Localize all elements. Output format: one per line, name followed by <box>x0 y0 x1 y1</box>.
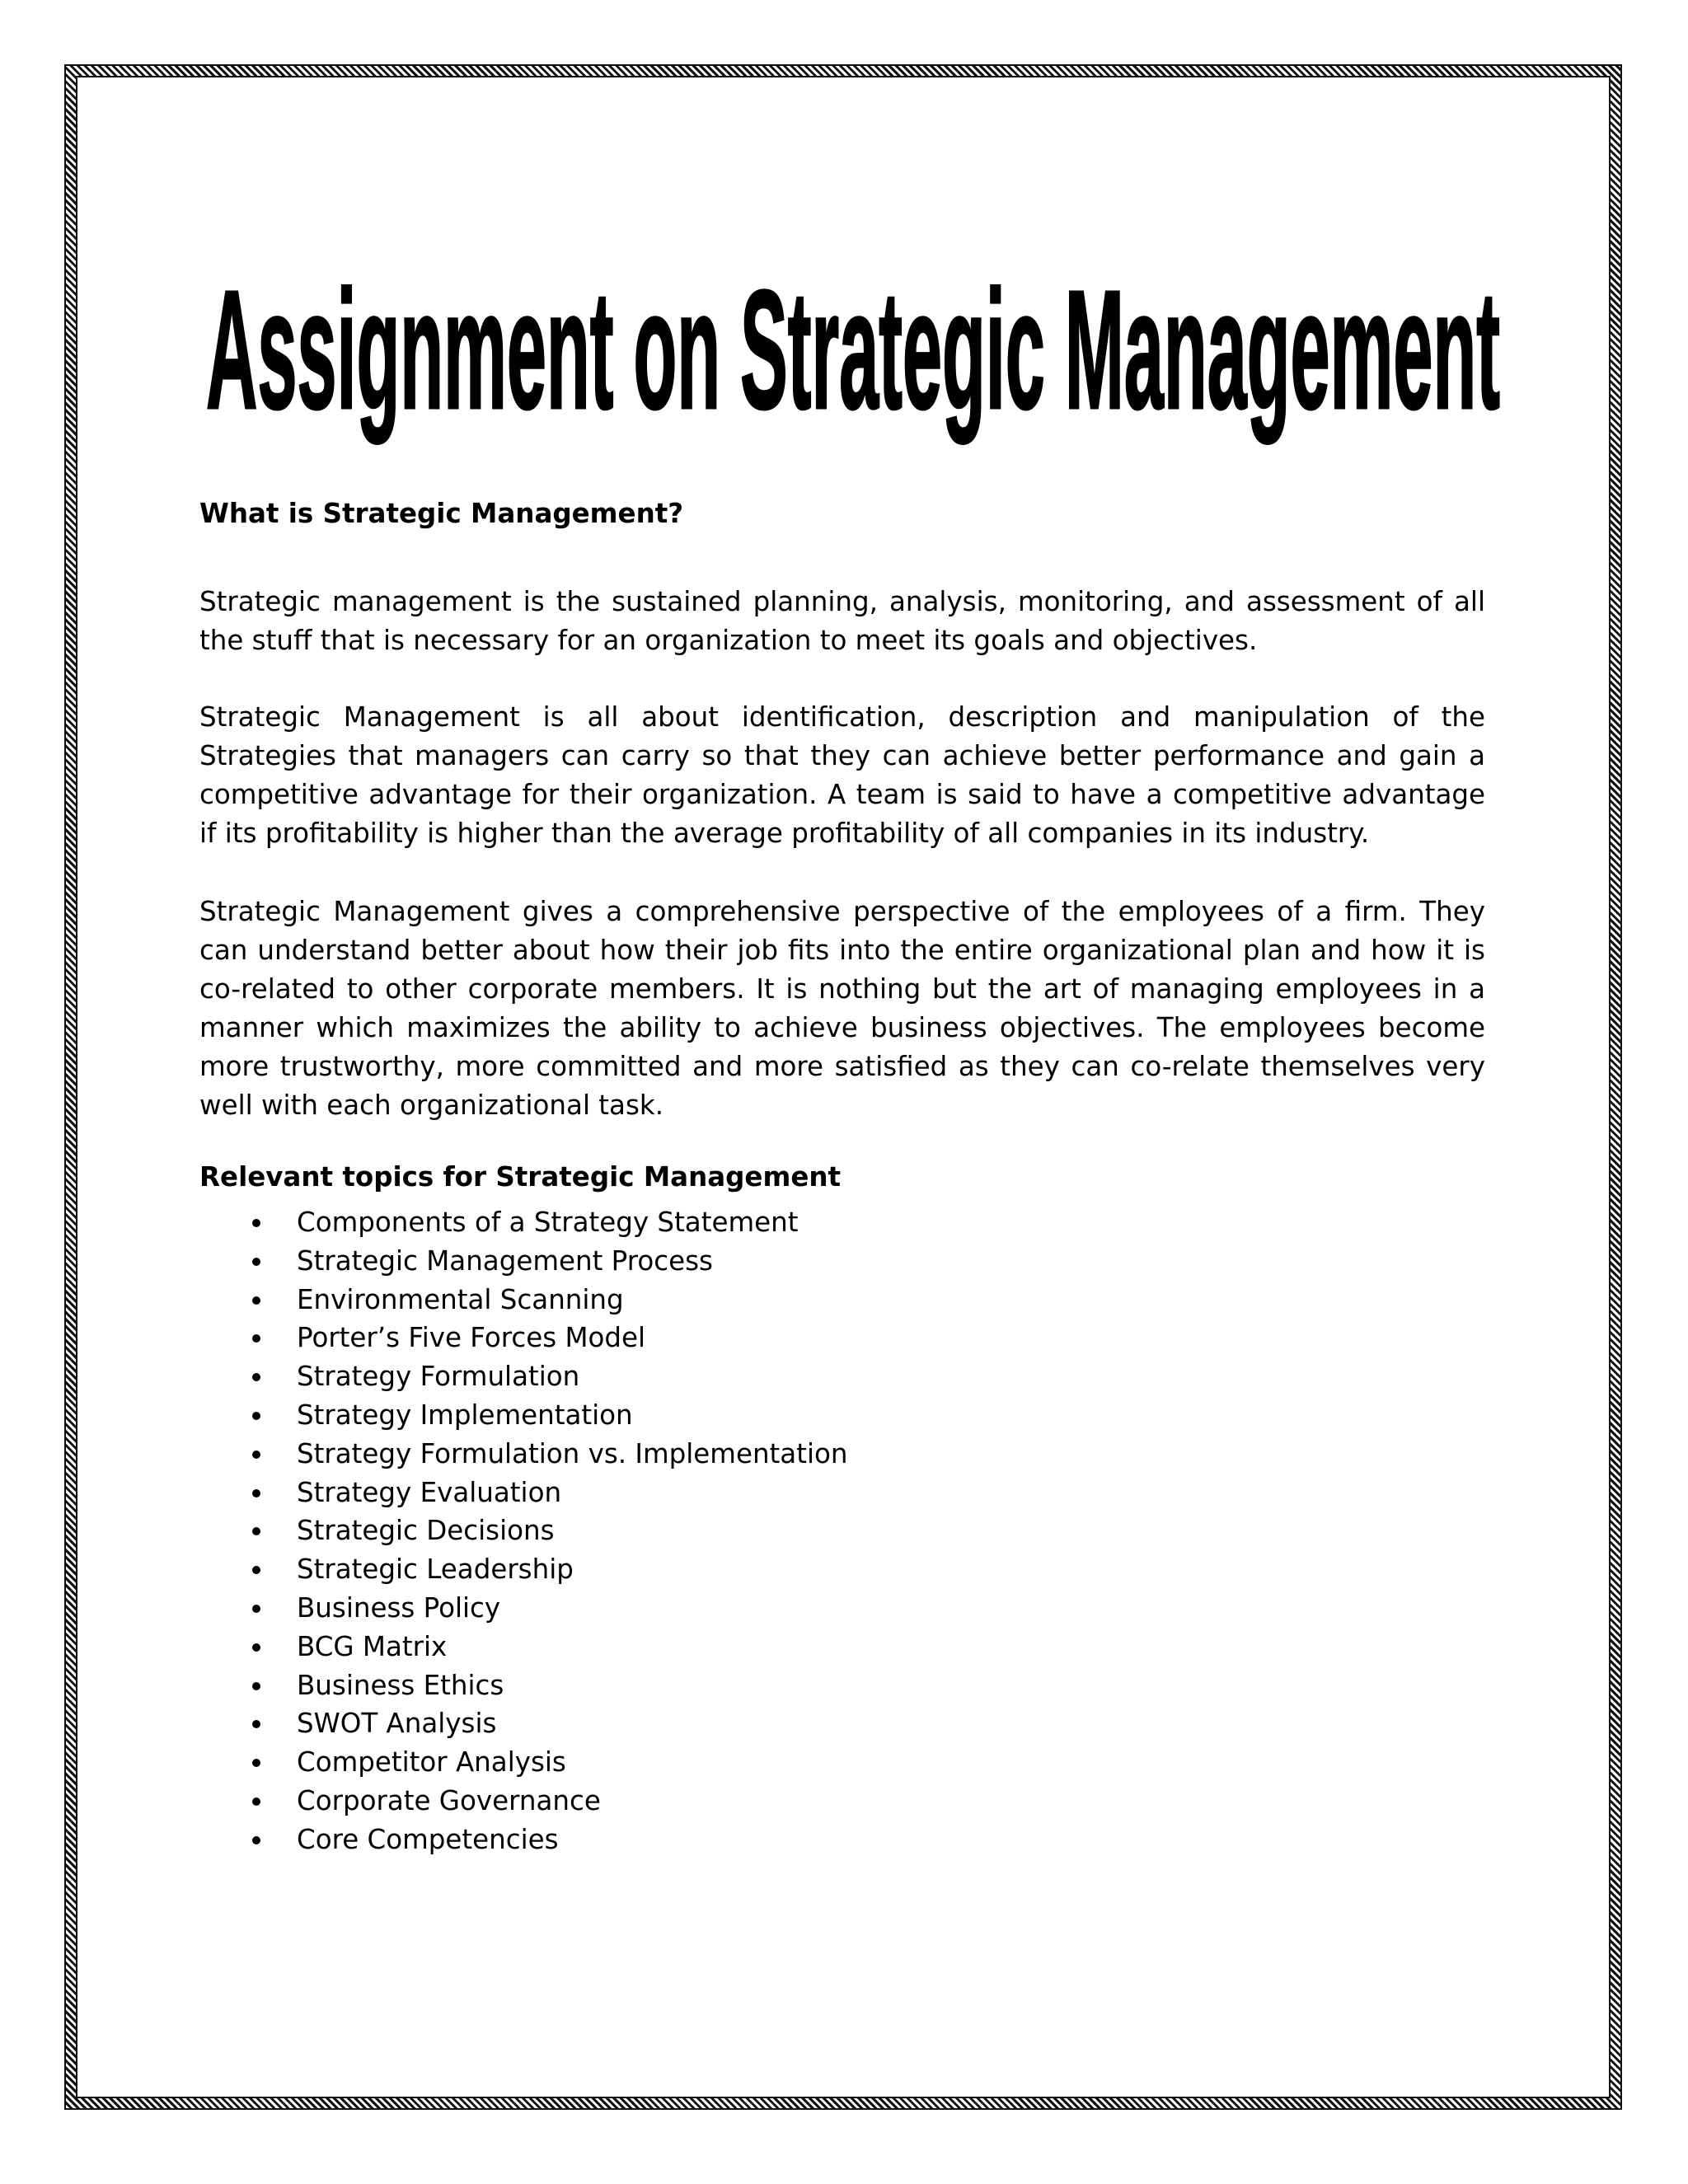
bullet-icon <box>252 1412 260 1420</box>
topic-label: Strategic Leadership <box>297 1554 574 1586</box>
topic-list-item <box>199 1704 1485 1743</box>
topic-list-item <box>199 1242 1485 1281</box>
bullet-icon <box>252 1682 260 1690</box>
document-body <box>199 494 1485 1859</box>
document-title <box>198 239 1508 445</box>
topic-label: Strategy Formulation <box>297 1361 580 1393</box>
bullet-icon <box>252 1489 260 1497</box>
topic-label: Strategy Implementation <box>297 1399 633 1431</box>
topic-list <box>199 1203 1485 1859</box>
section-heading-topics: Relevant topics for Strategic Management <box>199 1161 842 1193</box>
topic-list-item <box>199 1782 1485 1821</box>
bullet-icon <box>252 1451 260 1459</box>
topic-label: Strategy Formulation vs. Implementation <box>297 1437 848 1469</box>
topic-list-item <box>199 1435 1485 1474</box>
bullet-icon <box>252 1258 260 1266</box>
title-wordart <box>198 239 1508 445</box>
topic-list-item <box>199 1474 1485 1512</box>
topic-list-item <box>199 1396 1485 1435</box>
paragraph-definition: Strategic management is the sustained planning, analysis, monitoring, and assessment of all the stuff that is necessary for an organization to meet its goals and objectives. <box>199 586 1485 656</box>
paragraph-identification: Strategic Management is all about identification, description and manipulation of the Strategies that managers can carry so that they can achieve better performance and gain a competitive advantage for their organization. A team is said to have a competitive advantage if its profitability is higher than the average profitability of all companies in its industry. <box>199 701 1485 849</box>
topic-label: Business Policy <box>297 1591 501 1624</box>
topic-list-item <box>199 1357 1485 1396</box>
bullet-icon <box>252 1836 260 1844</box>
bullet-icon <box>252 1797 260 1806</box>
topic-list-item <box>199 1666 1485 1705</box>
bullet-icon <box>252 1566 260 1574</box>
topic-list-item <box>199 1821 1485 1859</box>
topic-list-item <box>199 1319 1485 1357</box>
topic-label: Business Ethics <box>297 1669 504 1701</box>
topic-list-item <box>199 1203 1485 1242</box>
topic-label: Strategy Evaluation <box>297 1476 562 1508</box>
paragraph-perspective: Strategic Management gives a comprehensive perspective of the employees of a firm. They can understand better about how their job fits into the entire organizational plan and how it is co-related to other corporate members. It is nothing but the art of managing employees in a manner which maximizes the ability to achieve business objectives. The employees become more trustworthy, more committed and more satisfied as they can co-relate themselves very well with each organizational task. <box>199 896 1485 1121</box>
bullet-icon <box>252 1759 260 1767</box>
topic-list-item <box>199 1281 1485 1319</box>
bullet-icon <box>252 1219 260 1227</box>
topic-label: Environmental Scanning <box>297 1283 624 1315</box>
topic-list-item <box>199 1743 1485 1782</box>
bullet-icon <box>252 1296 260 1305</box>
topic-label: Competitor Analysis <box>297 1746 566 1779</box>
topic-label: SWOT Analysis <box>297 1708 497 1740</box>
topic-label: Components of a Strategy Statement <box>297 1207 799 1238</box>
bullet-icon <box>252 1605 260 1613</box>
bullet-icon <box>252 1643 260 1652</box>
topic-label: Corporate Governance <box>297 1784 601 1816</box>
bullet-icon <box>252 1527 260 1535</box>
topic-label: Porter’s Five Forces Model <box>297 1322 646 1354</box>
topic-list-item <box>199 1589 1485 1628</box>
topic-list-item <box>199 1628 1485 1666</box>
bullet-icon <box>252 1720 260 1728</box>
topic-label: BCG Matrix <box>297 1630 448 1662</box>
section-heading-what-is: What is Strategic Management? <box>199 498 684 529</box>
topic-list-item <box>199 1511 1485 1550</box>
bullet-icon <box>252 1334 260 1343</box>
topic-label: Strategic Decisions <box>297 1515 555 1547</box>
topic-label: Strategic Management Process <box>297 1244 713 1277</box>
topic-list-item <box>199 1550 1485 1589</box>
title-text: Assignment on Strategic Management <box>206 255 1500 444</box>
bullet-icon <box>252 1373 260 1381</box>
topic-label: Core Competencies <box>297 1823 559 1855</box>
